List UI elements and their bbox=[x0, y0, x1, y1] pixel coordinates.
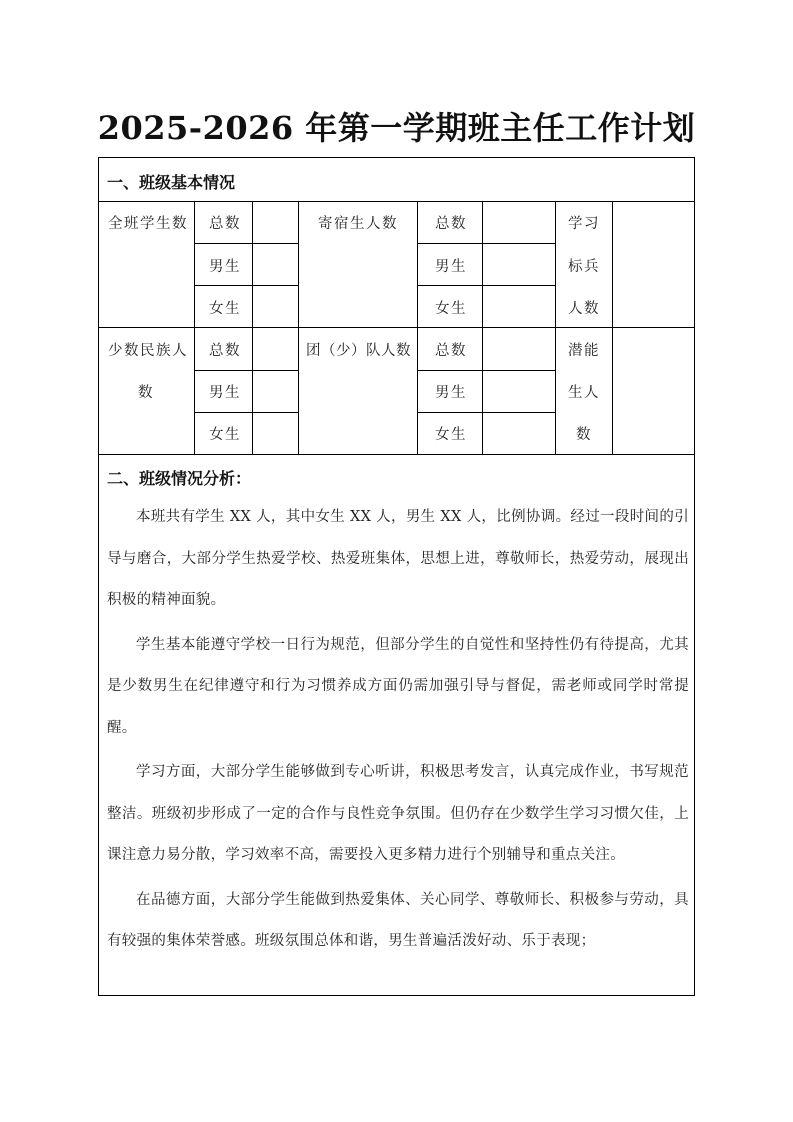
section-heading: 一、班级基本情况 bbox=[107, 173, 236, 192]
male-label: 男生 bbox=[209, 385, 241, 401]
boarding-label: 寄宿生人数 bbox=[318, 216, 398, 232]
class-students-label: 全班学生数 bbox=[108, 216, 188, 232]
study-monitor-label: 学习 bbox=[568, 216, 600, 232]
divider bbox=[98, 201, 695, 202]
female-label: 女生 bbox=[435, 427, 467, 443]
divider bbox=[98, 454, 695, 455]
divider bbox=[417, 412, 555, 413]
divider bbox=[194, 370, 298, 371]
divider bbox=[194, 285, 298, 286]
paragraph: 本班共有学生 XX 人，其中女生 XX 人，男生 XX 人，比例协调。经过一段时间的引导与磨合，大部分学生热爱学校、热爱班集体，思想上进，尊敬师长，热爱劳动，展现出积极的精神面貌。 bbox=[107, 509, 689, 608]
divider bbox=[417, 243, 555, 244]
female-label: 女生 bbox=[209, 427, 241, 443]
female-label: 女生 bbox=[209, 301, 241, 317]
paragraph: 在品德方面，大部分学生能做到热爱集体、关心同学、尊敬师长、积极参与劳动，具有较强的集体荣誉感。班级氛围总体和谐，男生普遍活泼好动、乐于表现； bbox=[107, 891, 689, 949]
minority-label: 数 bbox=[138, 385, 154, 401]
potential-label: 数 bbox=[576, 427, 592, 443]
league-label: 团（少）队人数 bbox=[306, 343, 411, 359]
divider bbox=[252, 201, 253, 454]
potential-label: 潜能 bbox=[568, 343, 600, 359]
divider bbox=[555, 201, 556, 454]
divider bbox=[417, 285, 555, 286]
male-label: 男生 bbox=[435, 385, 467, 401]
study-monitor-label: 人数 bbox=[568, 301, 600, 317]
total-label: 总数 bbox=[209, 343, 241, 359]
paragraph: 学习方面，大部分学生能够做到专心听讲，积极思考发言，认真完成作业，书写规范整洁。班级初步形成了一定的合作与良性竞争氛围。但仍存在少数学生学习习惯欠佳，上课注意力易分散，学习效率不高，需要投入更多精力进行个别辅导和重点关注。 bbox=[107, 764, 689, 863]
study-monitor-label: 标兵 bbox=[568, 259, 600, 275]
male-label: 男生 bbox=[209, 259, 241, 275]
divider bbox=[98, 327, 695, 328]
male-label: 男生 bbox=[435, 259, 467, 275]
total-label: 总数 bbox=[435, 343, 467, 359]
section-heading: 二、班级情况分析： bbox=[107, 469, 252, 488]
divider bbox=[612, 201, 613, 454]
divider bbox=[298, 201, 299, 454]
divider bbox=[194, 243, 298, 244]
divider bbox=[194, 201, 195, 454]
divider bbox=[417, 201, 418, 454]
divider bbox=[194, 412, 298, 413]
potential-label: 生人 bbox=[568, 385, 600, 401]
total-label: 总数 bbox=[435, 216, 467, 232]
female-label: 女生 bbox=[435, 301, 467, 317]
total-label: 总数 bbox=[209, 216, 241, 232]
divider bbox=[482, 201, 483, 454]
page-title: 2025-2026 年第一学期班主任工作计划 bbox=[97, 109, 696, 147]
minority-label: 少数民族人 bbox=[108, 343, 188, 359]
divider bbox=[417, 370, 555, 371]
analysis-text bbox=[107, 497, 689, 966]
paragraph: 学生基本能遵守学校一日行为规范，但部分学生的自觉性和坚持性仍有待提高，尤其是少数男生在纪律遵守和行为习惯养成方面仍需加强引导与督促，需老师或同学时常提醒。 bbox=[107, 636, 689, 736]
